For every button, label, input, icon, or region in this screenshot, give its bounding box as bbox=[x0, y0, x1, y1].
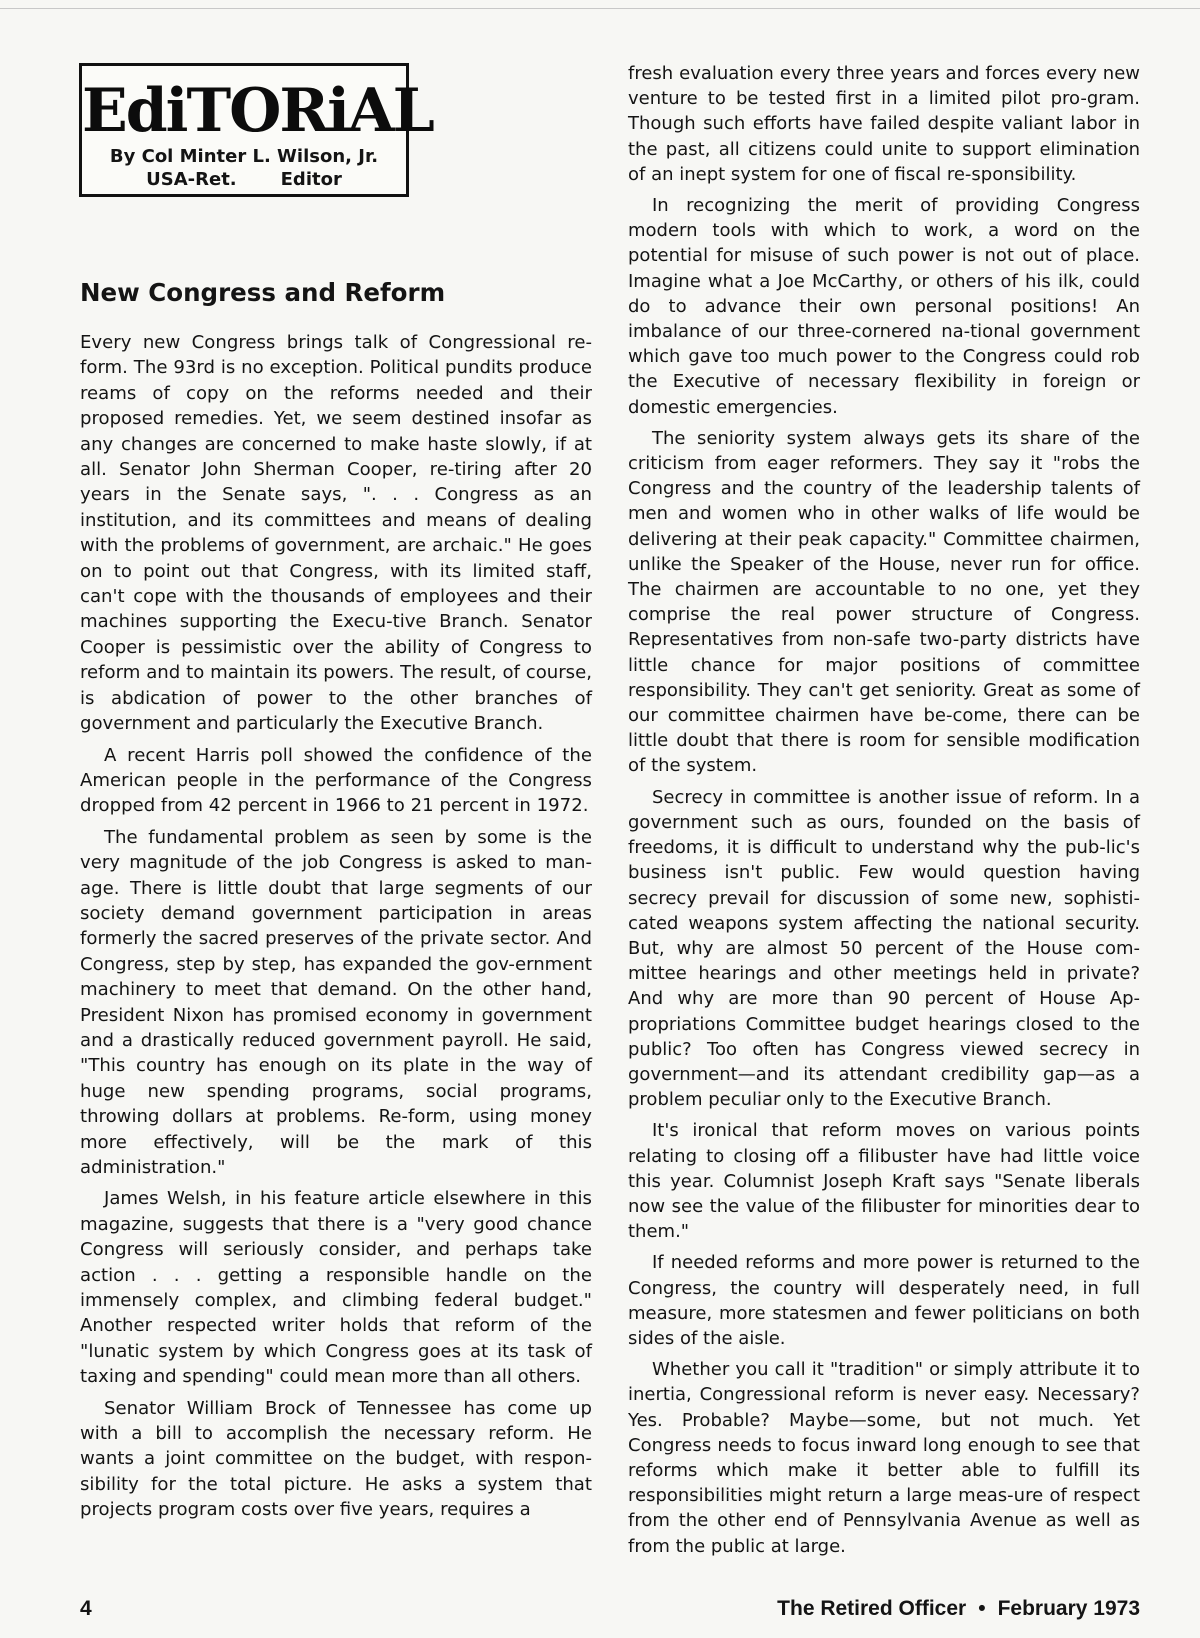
paragraph: Whether you call it "tradition" or simply attribute it to inertia, Congressional reform is never easy. Necessary? Yes. Probable? Maybe—some, but not much. Yet Congress needs to focus inward long enough to see that reforms which make it better able to fulfill its responsibilities might return a large meas-ure of respect from the other end of Pennsylvania Avenue as well as from the public at large. bbox=[628, 1359, 1140, 1557]
issue-date: February 1973 bbox=[997, 1597, 1140, 1620]
editor-title-line bbox=[82, 169, 406, 191]
paragraph: The fundamental problem as seen by some is the very magnitude of the job Congress is asked to man-age. There is little doubt that large segments of our society demand government participation in areas formerly the sacred preserves of the private sector. And Congress, step by step, has expanded the gov-ernment machinery to meet that demand. On the other hand, President Nixon has promised economy in government and a drastically reduced government payroll. He said, "This country has enough on its plate in the way of huge new spending programs, social programs, throwing dollars at problems. Re-form, using money more effectively, will be the mark of this administration." bbox=[80, 826, 592, 1178]
paragraph: James Welsh, in his feature article elsewhere in this magazine, suggests that there is a "very good chance Congress will seriously consider, and perhaps take action . . . getting a responsible handle on the immensely complex, and climbing federal budget." Another respected writer holds that reform of the "lunatic system by which Congress goes at its task of taxing and spending" could mean more than all others. bbox=[80, 1188, 592, 1388]
editorial-masthead bbox=[79, 63, 433, 197]
publication-footer bbox=[762, 1597, 1140, 1621]
article-headline: New Congress and Reform bbox=[80, 278, 446, 307]
paragraph: A recent Harris poll showed the confidence of the American people in the performance of the Congress dropped from 42 percent in 1966 to 21 percent in 1972. bbox=[80, 744, 592, 817]
page-number: 4 bbox=[80, 1597, 92, 1620]
paragraph: In recognizing the merit of providing Congress modern tools with which to work, a word on the potential for misuse of such power is not out of place. Imagine what a Joe McCarthy, or others of his ilk, could do to advance their own personal positions! An imbalance of our three-cornered na-tional government which gave too much power to the Congress could rob the Executive of necessary flexibility in foreign or domestic emergencies. bbox=[628, 195, 1140, 418]
right-column bbox=[628, 61, 1140, 1565]
publication-name: The Retired Officer bbox=[777, 1597, 967, 1620]
page-edge-rule bbox=[0, 8, 1200, 9]
paragraph: fresh evaluation every three years and forces every new venture to be tested first in a limited pilot pro-gram. Though such efforts have failed despite valiant labor in the past, all citizens could unite to support elimination of an inept system for one of fiscal re-sponsibility. bbox=[628, 63, 1140, 185]
editor-rank: USA-Ret. bbox=[146, 169, 237, 190]
paragraph: The seniority system always gets its share of the criticism from eager reformers. They say it "robs the Congress and the country of the leadership talents of men and women who in other walks of life would be delivering at their peak capacity." Committee chairmen, unlike the Speaker of the House, never run for office. The chairmen are accountable to no one, yet they comprise the real power structure of Congress. Representatives from non-safe two-party districts have little chance for major positions of committee responsibility. They can't get seniority. Great as some of our committee chairmen have be-come, there can be little doubt that there is room for sensible modification of the system. bbox=[628, 427, 1140, 777]
paragraph: Secrecy in committee is another issue of reform. In a government such as ours, founded on the basis of freedoms, it is difficult to understand why the pub-lic's business isn't public. Few would question having secrecy prevail for discussion of some new, sophisti-cated weapons system affecting the national security. But, why are almost 50 percent of the House com-mittee hearings and other meetings held in private? And why are more than 90 percent of House Ap-propriations Committee budget hearings closed to the public? Too often has Congress viewed secrecy in government—and its attendant credibility gap—as a problem peculiar only to the Executive Branch. bbox=[628, 786, 1140, 1111]
paragraph: Every new Congress brings talk of Congressional re-form. The 93rd is no exception. Political pundits produce reams of copy on the reforms needed and their proposed remedies. Yet, we seem destined insofar as any changes are concerned to make haste slowly, if at all. Senator John Sherman Cooper, re-tiring after 20 years in the Senate says, ". . . Congress as an institution, and its committees and means of dealing with the problems of government, are archaic." He goes on to point out that Congress, with its limited staff, can't cope with the thousands of employees and their machines supporting the Execu-tive Branch. Senator Cooper is pessimistic over the ability of Congress to reform and to maintain its powers. The result, of course, is abdication of power to the other branches of government and particularly the Executive Branch. bbox=[80, 332, 592, 735]
editor-role: Editor bbox=[280, 169, 342, 190]
paragraph: Senator William Brock of Tennessee has come up with a bill to accomplish the necessary reform. He wants a joint committee on the budget, with respon-sibility for the total picture. He asks a system that projects program costs over five years, requires a bbox=[80, 1397, 592, 1521]
editorial-logo: EdiTORiAL bbox=[82, 76, 433, 146]
paragraph: It's ironical that reform moves on various points relating to closing off a filibuster have had little voice this year. Columnist Joseph Kraft says "Senate liberals now see the value of the filibuster for minorities dear to them." bbox=[628, 1120, 1140, 1243]
paragraph: If needed reforms and more power is returned to the Congress, the country will desperately need, in full measure, more statesmen and fewer politicians on both sides of the aisle. bbox=[628, 1252, 1140, 1349]
left-column bbox=[80, 330, 592, 1529]
footer-separator: • bbox=[978, 1597, 986, 1620]
editor-byline: By Col Minter L. Wilson, Jr. bbox=[109, 146, 379, 167]
